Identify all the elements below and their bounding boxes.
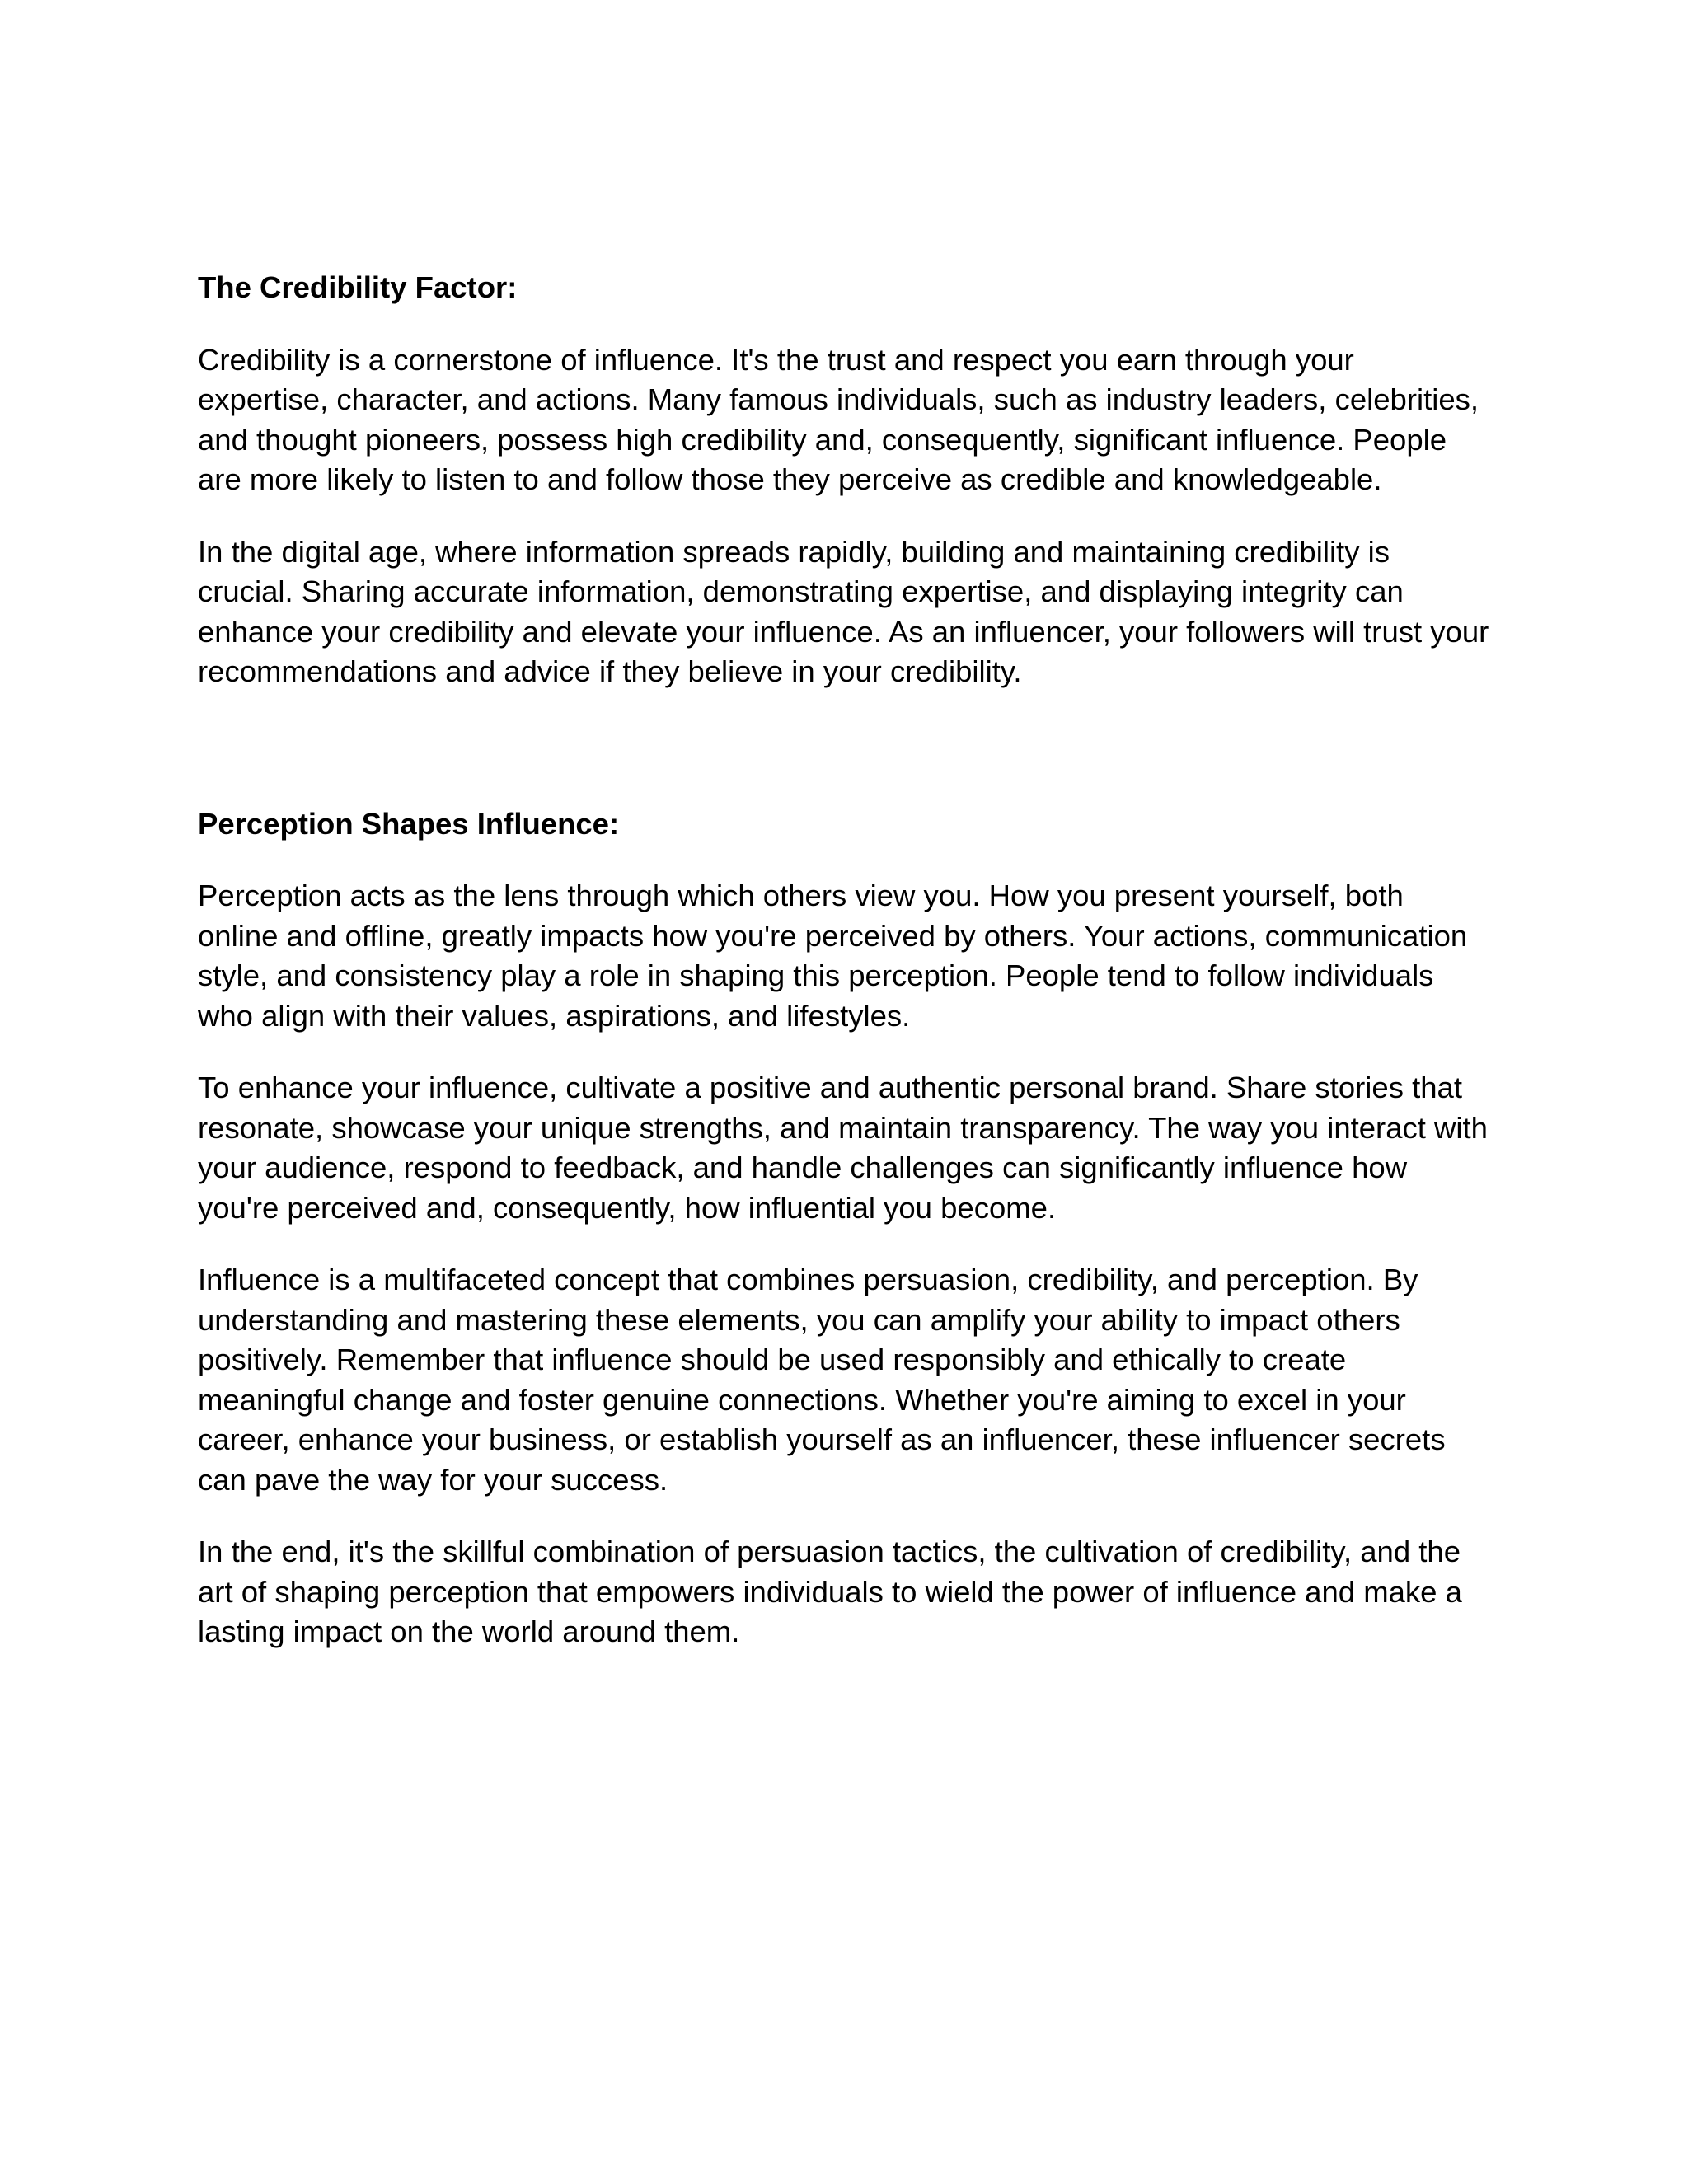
paragraph: To enhance your influence, cultivate a positive and authentic personal brand. Share stories that resonate, showcase your unique strengths, and maintain transparency. The way you interact with your audience, respond to feedback, and handle challenges can significantly influence how you're perceived and, consequently, how influential you become. bbox=[198, 1071, 1488, 1225]
section-heading: Perception Shapes Influence: bbox=[198, 806, 620, 841]
paragraph: Perception acts as the lens through which others view you. How you present yourself, both online and offline, greatly impacts how you're perceived by others. Your actions, communication style, and consistency play a role in shaping this perception. People tend to follow individuals who align with their values, aspirations, and lifestyles. bbox=[198, 879, 1468, 1033]
paragraph: In the end, it's the skillful combination of persuasion tactics, the cultivation of credibility, and the art of shaping perception that empowers individuals to wield the power of influence and make a lasting impact on the world around them. bbox=[198, 1535, 1462, 1648]
section-credibility-factor bbox=[198, 268, 1492, 692]
section-perception-shapes-influence bbox=[198, 804, 1492, 1652]
paragraph: Credibility is a cornerstone of influence. It's the trust and respect you earn through your expertise, character, and actions. Many famous individuals, such as industry leaders, celebrities, and thought pioneers, possess high credibility and, consequently, significant influence. People are more likely to listen to and follow those they perceive as credible and knowledgeable. bbox=[198, 342, 1479, 496]
paragraph: In the digital age, where information spreads rapidly, building and maintaining credibility is crucial. Sharing accurate information, demonstrating expertise, and displaying integrity can enhance your credibility and elevate your influence. As an influencer, your followers will trust your recommendations and advice if they believe in your credibility. bbox=[198, 534, 1489, 688]
paragraph: Influence is a multifaceted concept that combines persuasion, credibility, and perception. By understanding and mastering these elements, you can amplify your ability to impact others positively. Remember that influence should be used responsibly and ethically to create meaningful change and foster genuine connections. Whether you're aiming to excel in your career, enhance your business, or establish yourself as an influencer, these influencer secrets can pave the way for your success. bbox=[198, 1263, 1446, 1497]
document-body bbox=[198, 268, 1492, 1652]
section-heading: The Credibility Factor: bbox=[198, 270, 518, 304]
